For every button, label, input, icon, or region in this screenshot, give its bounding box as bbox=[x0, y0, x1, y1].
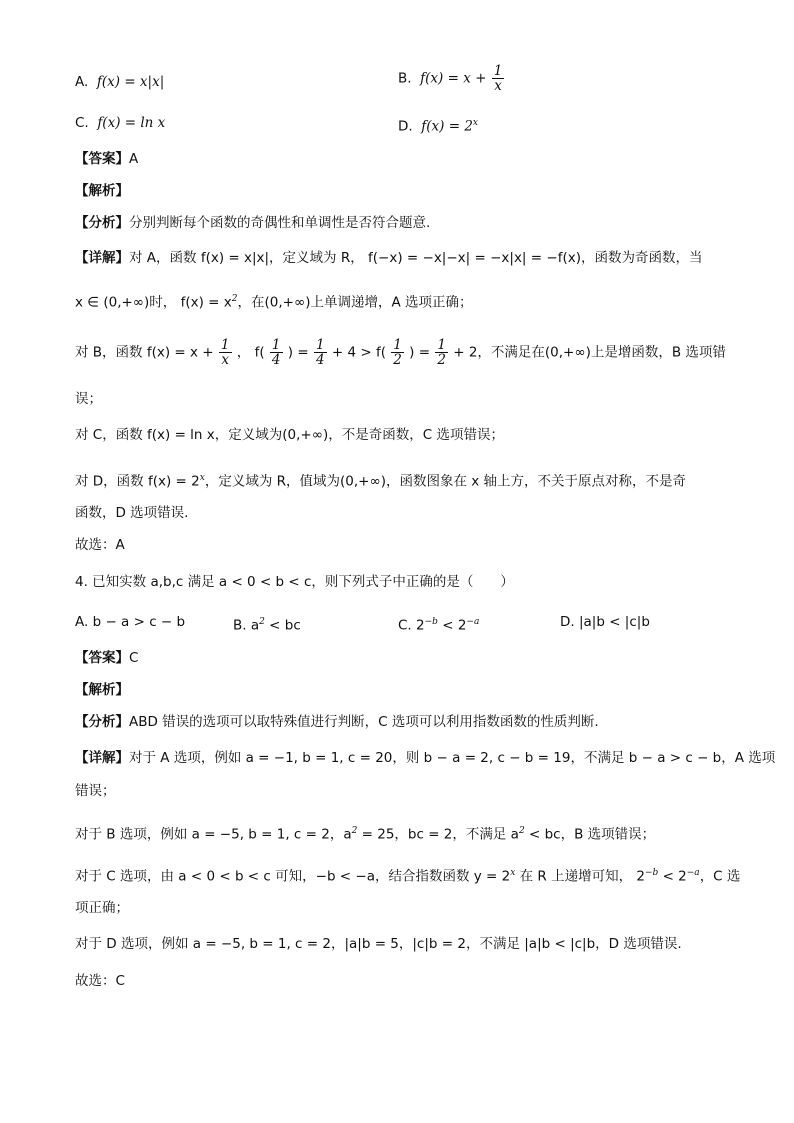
option-d bbox=[398, 113, 478, 137]
detail-tag: 【详解】 bbox=[75, 250, 129, 266]
q4-analysis-tag bbox=[75, 680, 129, 700]
analysis-tag: 【解析】 bbox=[75, 682, 129, 698]
q4-choose bbox=[75, 971, 125, 991]
option-b-fraction: $\frac{1}{x}$ bbox=[493, 63, 503, 94]
detail-tag: 【详解】 bbox=[75, 750, 129, 766]
detail-text: 函数，D 选项错误. bbox=[75, 505, 189, 521]
q3-detail-c bbox=[75, 425, 504, 445]
fraction: $\frac{1}{4}$ bbox=[271, 337, 281, 368]
option-a-formula: A. b − a > c − b bbox=[75, 614, 186, 630]
detail-text: ，在(0,+∞)上单调递增，A 选项正确； bbox=[237, 294, 473, 311]
option-c-formula: C. 2 bbox=[398, 617, 425, 634]
exponent: 2 bbox=[518, 826, 525, 836]
fraction: $\frac{1}{4}$ bbox=[315, 337, 325, 368]
q4-detail-d bbox=[75, 934, 682, 954]
detail-text: 在 R 上递增可知， 2 bbox=[515, 868, 645, 885]
q3-choose bbox=[75, 535, 125, 555]
fraction: $\frac{1}{x}$ bbox=[220, 337, 230, 368]
detail-text: x ∈ (0,+∞)时， f(x) = x bbox=[75, 294, 232, 311]
detail-text: 误； bbox=[75, 391, 102, 407]
q3-detail-line1 bbox=[75, 248, 702, 268]
detail-text: 对 D，函数 f(x) = 2 bbox=[75, 473, 200, 490]
q3-detail-d-line1 bbox=[75, 468, 686, 492]
detail-text: 对 A，函数 f(x) = x|x|，定义域为 R， f(−x) = −x|−x| = −x|x| = −f(x)，函数为奇函数，当 bbox=[129, 250, 703, 266]
q4-detail-c-line1 bbox=[75, 863, 740, 887]
detail-text: 对 C，函数 f(x) = ln x，定义域为(0,+∞)，不是奇函数，C 选项错误； bbox=[75, 427, 504, 443]
detail-text: = 25，bc = 2，不满足 a bbox=[357, 826, 519, 843]
q4-fenxi bbox=[75, 712, 599, 732]
answer-value: C bbox=[129, 650, 139, 666]
option-b-formula: f(x) = x + bbox=[420, 70, 487, 87]
detail-text: ) = bbox=[409, 344, 431, 361]
q4-option-a bbox=[75, 612, 185, 632]
q3-analysis-tag bbox=[75, 181, 129, 201]
option-d-exponent: x bbox=[472, 118, 478, 128]
option-d-label: D. bbox=[398, 118, 413, 135]
answer-tag: 【答案】 bbox=[75, 650, 129, 666]
detail-text: 项正确； bbox=[75, 900, 129, 916]
fenxi-text: ABD 错误的选项可以取特殊值进行判断，C 选项可以利用指数函数的性质判断. bbox=[129, 714, 599, 730]
detail-text: ，定义域为 R，值域为(0,+∞)，函数图象在 x 轴上方，不关于原点对称，不是奇 bbox=[204, 473, 687, 490]
detail-text: ，C 选 bbox=[699, 868, 741, 885]
analysis-tag: 【解析】 bbox=[75, 183, 129, 199]
option-b-label: B. bbox=[398, 70, 412, 87]
q4-detail-c-line2 bbox=[75, 898, 129, 918]
option-a bbox=[75, 72, 164, 92]
exponent: −a bbox=[466, 617, 480, 627]
q3-fenxi bbox=[75, 213, 430, 233]
option-b-formula: B. a bbox=[233, 617, 260, 634]
option-c-label: C. bbox=[75, 115, 89, 131]
q3-detail-b bbox=[75, 338, 726, 367]
option-b-formula: < bc bbox=[264, 617, 301, 634]
q3-detail-b-line2 bbox=[75, 389, 102, 409]
option-d-formula: D. |a|b < |c|b bbox=[560, 614, 650, 630]
exponent: x bbox=[199, 473, 205, 483]
detail-text: 对 B，函数 f(x) = x + bbox=[75, 344, 214, 361]
answer-value: A bbox=[129, 151, 139, 167]
q3-answer bbox=[75, 149, 138, 169]
option-b bbox=[398, 64, 505, 93]
option-a-formula: f(x) = x|x| bbox=[96, 74, 165, 90]
exponent: −b bbox=[424, 617, 438, 627]
fenxi-text: 分别判断每个函数的奇偶性和单调性是否符合题意. bbox=[129, 215, 431, 231]
detail-text: ， f( bbox=[236, 344, 265, 361]
detail-text: 对于 D 选项，例如 a = −5, b = 1, c = 2，|a|b = 5，|c|b = 2，不满足 |a|b < |c|b，D 选项错误. bbox=[75, 936, 682, 952]
q4-option-d bbox=[560, 612, 650, 632]
exponent: −a bbox=[686, 868, 700, 878]
exponent: x bbox=[510, 868, 516, 878]
exponent: −b bbox=[644, 868, 659, 878]
option-d-formula: f(x) = 2 bbox=[421, 118, 473, 135]
option-a-label: A. bbox=[75, 74, 89, 90]
detail-text: < 2 bbox=[658, 868, 687, 885]
q3-detail-line2 bbox=[75, 289, 473, 313]
fraction: $\frac{1}{2}$ bbox=[437, 337, 446, 368]
answer-tag: 【答案】 bbox=[75, 151, 129, 167]
q4-detail-a-line1 bbox=[75, 748, 775, 768]
q4-option-b bbox=[233, 612, 301, 636]
detail-text: + 4 > f( bbox=[331, 344, 386, 361]
fraction: $\frac{1}{2}$ bbox=[393, 337, 402, 368]
exponent: 2 bbox=[351, 826, 358, 836]
detail-text: 对于 A 选项，例如 a = −1, b = 1, c = 20，则 b − a = 2, c − b = 19，不满足 b − a > c − b，A 选项 bbox=[129, 750, 776, 766]
exponent: 2 bbox=[231, 294, 238, 304]
option-c-formula: < 2 bbox=[437, 617, 467, 634]
option-c-formula: f(x) = ln x bbox=[97, 115, 166, 131]
exponent: 2 bbox=[259, 617, 265, 627]
detail-text: 错误； bbox=[75, 783, 116, 799]
choose-text: 故选：C bbox=[75, 973, 125, 989]
q4-detail-a-line2 bbox=[75, 781, 116, 801]
detail-text: 对于 C 选项，由 a < 0 < b < c 可知，−b < −a，结合指数函数 y = 2 bbox=[75, 868, 511, 885]
detail-text: + 2，不满足在(0,+∞)上是增函数，B 选项错 bbox=[453, 344, 726, 361]
q3-detail-d-line2 bbox=[75, 503, 188, 523]
detail-text: ) = bbox=[287, 344, 309, 361]
fenxi-tag: 【分析】 bbox=[75, 714, 129, 730]
q4-detail-b bbox=[75, 821, 655, 845]
q4-stem bbox=[75, 572, 514, 592]
detail-text: < bc，B 选项错误； bbox=[524, 826, 656, 843]
option-c bbox=[75, 113, 165, 133]
detail-text: 对于 B 选项，例如 a = −5, b = 1, c = 2，a bbox=[75, 826, 352, 843]
q4-answer bbox=[75, 648, 138, 668]
choose-text: 故选：A bbox=[75, 537, 125, 553]
fenxi-tag: 【分析】 bbox=[75, 215, 129, 231]
q4-option-c bbox=[398, 612, 479, 636]
question-stem: 4. 已知实数 a,b,c 满足 a < 0 < b < c，则下列式子中正确的是（ ） bbox=[75, 574, 514, 590]
